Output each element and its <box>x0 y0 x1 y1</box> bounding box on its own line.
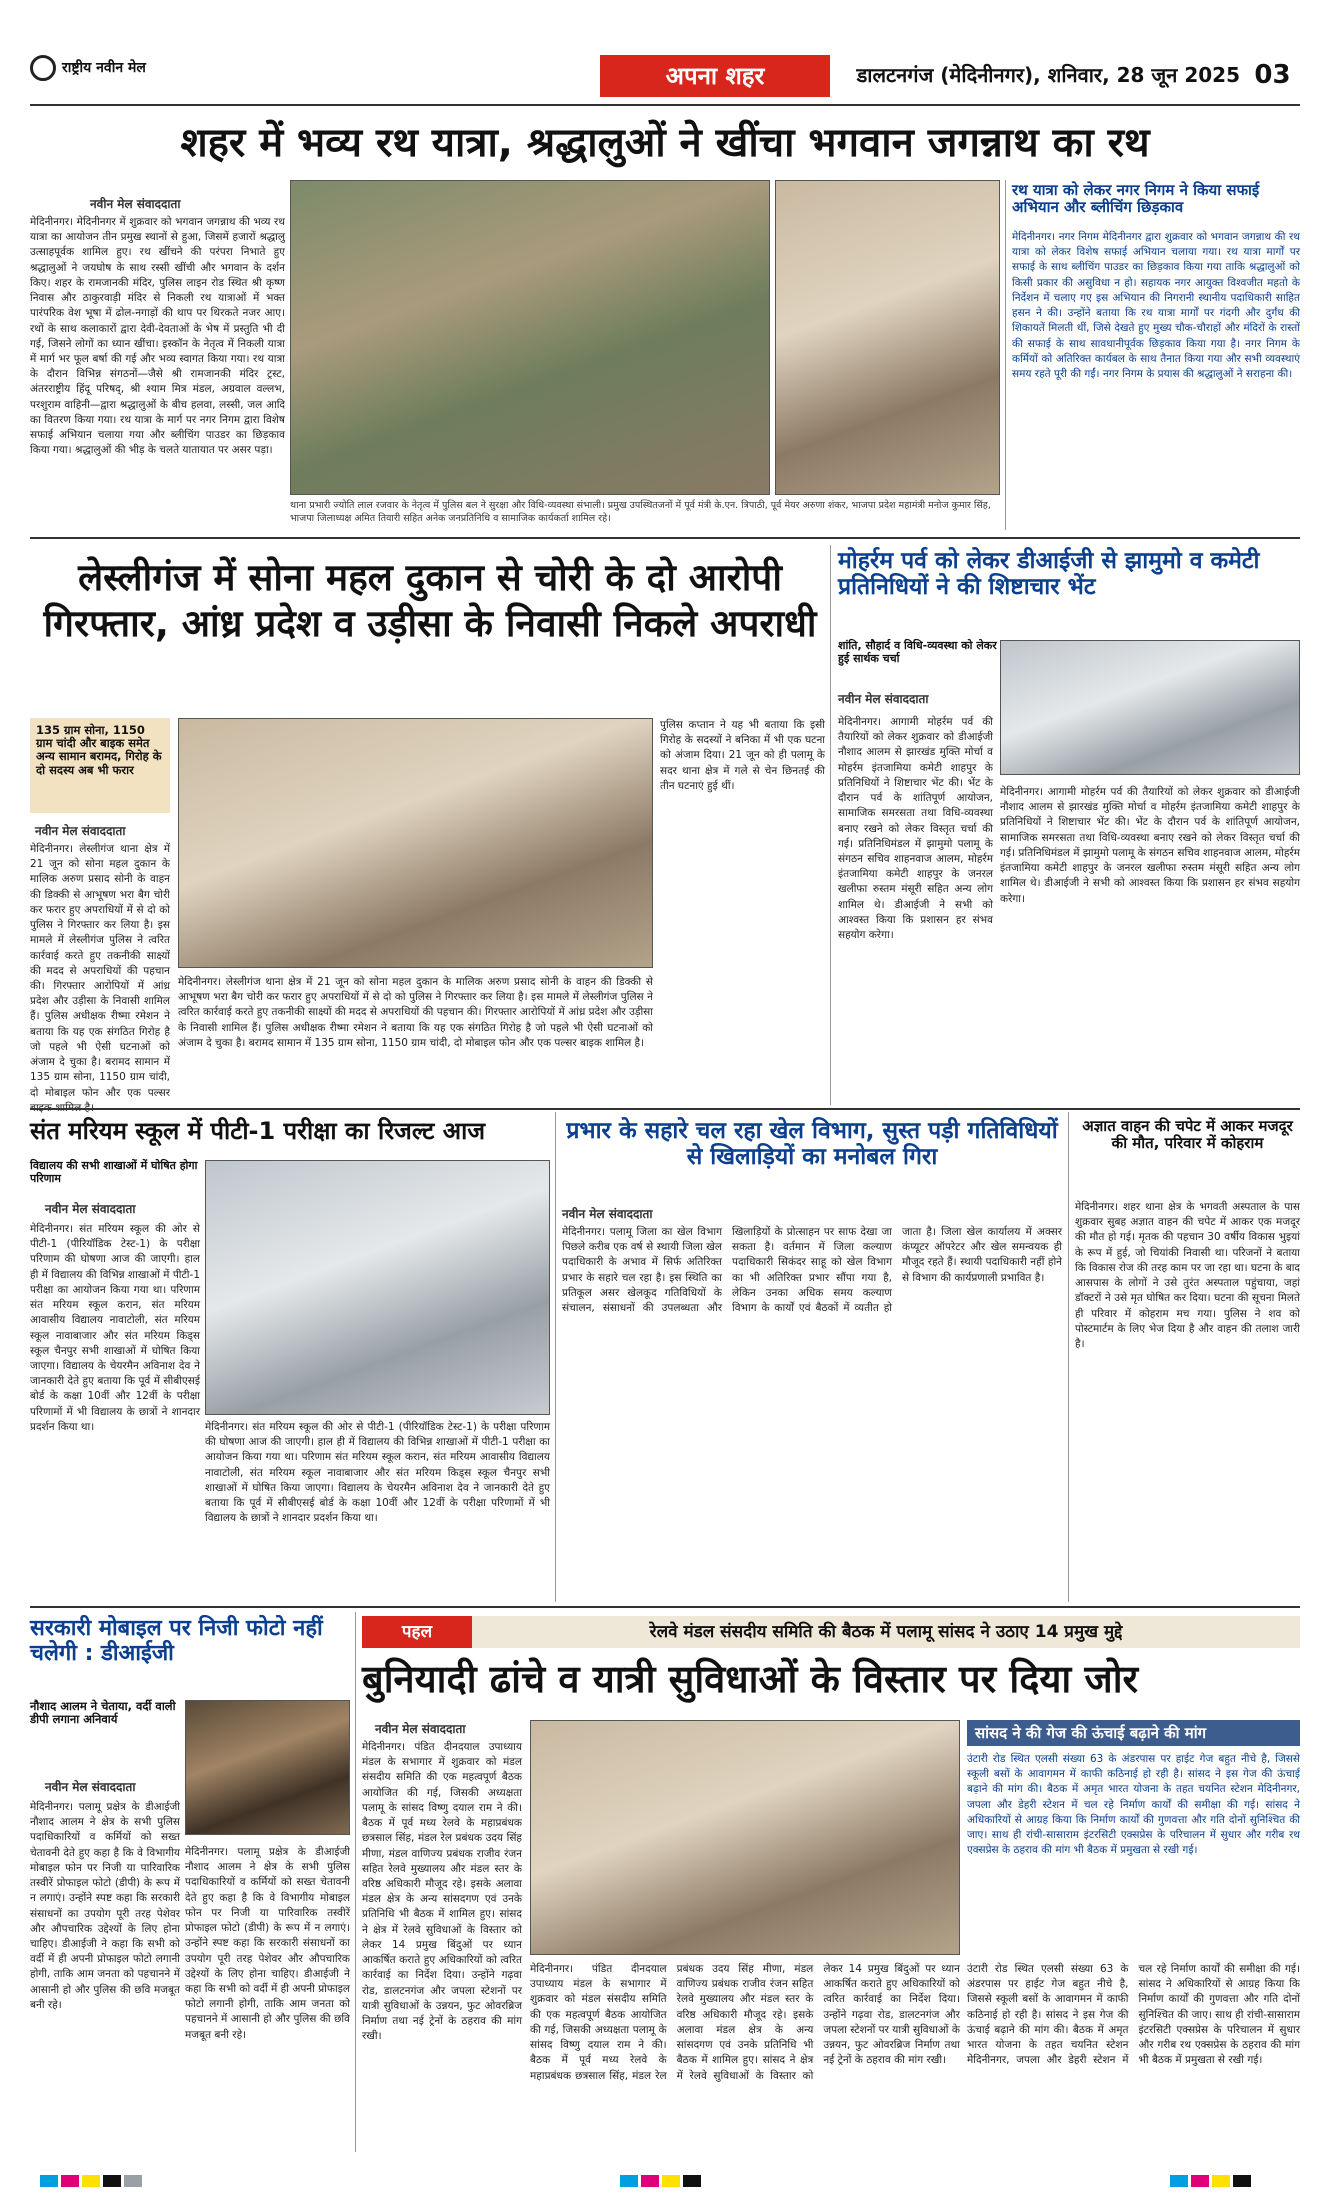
story8-side-body-cont: उंटारी रोड स्थित एलसी संख्या 63 के अंडरपास पर हाईट गेज बहुत नीचे है, जिससे स्कूली बसों के आवागमन में काफी कठिनाई हो रही है। सांसद ने इस गेज की ऊंचाई बढ़ाने की मांग की। बैठक में अमृत भारत योजना के तहत चयनित स्टेशन मेदिनीनगर, जपला और डेहरी स्टेशन में चल रहे निर्माण कार्यों की समीक्षा की गई। सांसद ने अधिकारियों से आग्रह किया कि निर्माण कार्यों की गुणवत्ता और गति दोनों सुनिश्चित की जाए। साथ ही रांची-सासाराम इंटरसिटी एक्सप्रेस के परिचालन में सुधार और गरीब रथ एक्सप्रेस के ठहराव की मांग भी बैठक में प्रमुखता से रखी गई। <box>967 1963 1300 2067</box>
black-swatch <box>103 2175 121 2187</box>
column-divider <box>1068 1112 1069 1602</box>
section-rule <box>30 1606 1300 1608</box>
newspaper-logo <box>30 55 200 97</box>
story2-kicker: 135 ग्राम सोना, 1150 ग्राम चांदी और बाइक समेत अन्य सामान बरामद, गिरोह के दो सदस्य अब भी फरार <box>36 723 162 777</box>
story4-kicker: विद्यालय की सभी शाखाओं में घोषित होगा परिणाम <box>30 1159 198 1185</box>
story3-body: मेदिनीनगर। आगामी मोहर्रम पर्व की तैयारियों को लेकर शुक्रवार को डीआईजी नौशाद आलम से झारखंड मुक्ति मोर्चा व मोहर्रम इंतजामिया कमेटी शाहपुर के प्रतिनिधियों ने शिष्टाचार भेंट की। भेंट के दौरान पर्व के शांतिपूर्ण आयोजन, सामाजिक समरसता तथा विधि-व्यवस्था बनाए रखने को लेकर विस्तृत चर्चा की गई। प्रतिनिधिमंडल में झामुमो पलामू के संगठन सचिव शाहनवाज आलम, मोहर्रम इंतजामिया कमेटी शाहपुर के जनरल खलीफा रुस्तम मंसूरी सहित अन्य लोग शामिल थे। डीआईजी ने सभी को आश्वस्त किया कि प्रशासन हर संभव सहयोग करेगा। <box>838 716 993 942</box>
story2-headline: लेस्लीगंज में सोना महल दुकान से चोरी के दो आरोपी गिरफ्तार, आंध्र प्रदेश व उड़ीसा के निवासी निकले अपराधी <box>43 556 817 646</box>
grey-swatch <box>124 2175 142 2187</box>
magenta-swatch <box>1191 2175 1209 2187</box>
story5-body: मेदिनीनगर। पलामू जिला का खेल विभाग पिछले करीब एक वर्ष से स्थायी जिला खेल पदाधिकारी के अभाव में सिर्फ अतिरिक्त प्रभार के सहारे चल रहा है। इस स्थिति का प्रतिकूल असर खेलकूद गतिविधियों के संचालन, संसाधनों की उपलब्धता और खिलाड़ियों के प्रोत्साहन पर साफ देखा जा सकता है। वर्तमान में जिला कल्याण पदाधिकारी सिकंदर साहू को खेल विभाग का भी अतिरिक्त प्रभार सौंपा गया है, लेकिन उनका अधिक समय कल्याण विभाग के कार्यों एवं बैठकों में व्यतीत हो जाता है। जिला खेल कार्यालय में अक्सर कंप्यूटर ऑपरेटर और खेल समन्वयक ही मौजूद रहते हैं। स्थायी पदाधिकारी नहीं होने से विभाग की कार्यप्रणाली प्रभावित है। <box>562 1226 1062 1315</box>
school-exam-photo <box>205 1160 550 1415</box>
story3-byline: नवीन मेल संवाददाता <box>838 692 929 706</box>
magenta-swatch <box>61 2175 79 2187</box>
masthead <box>30 55 1300 100</box>
dig-portrait-photo <box>185 1700 350 1835</box>
story8-body: मेदिनीनगर। पंडित दीनदयाल उपाध्याय मंडल के सभागार में शुक्रवार को मंडल संसदीय समिति की एक महत्वपूर्ण बैठक आयोजित की गई, जिसकी अध्यक्षता पलामू के सांसद विष्णु दयाल राम ने की। बैठक में पूर्व मध्य रेलवे के महाप्रबंधक छत्रसाल सिंह, मंडल रेल प्रबंधक उदय सिंह मीणा, मंडल वाणिज्य प्रबंधक राजीव रंजन सहित रेलवे मुख्यालय और मंडल स्तर के वरिष्ठ अधिकारी मौजूद रहे। इसके अलावा मंडल क्षेत्र के अन्य सांसदगण एवं उनके प्रतिनिधि भी बैठक में शामिल हुए। सांसद ने क्षेत्र में रेलवे सुविधाओं के विस्तार को लेकर 14 प्रमुख बिंदुओं पर ध्यान आकर्षित कराते हुए अधिकारियों को त्वरित कार्रवाई का निर्देश दिया। उन्होंने गढ़वा रोड, डालटनगंज और जपला स्टेशनों पर यात्री सुविधाओं के उन्नयन, फुट ओवरब्रिज निर्माण तथा नई ट्रेनों के ठहराव की मांग रखी। <box>362 1741 522 2043</box>
masthead-rule <box>30 104 1300 106</box>
registration-marks-right <box>1170 2172 1254 2186</box>
story1-side-headline: रथ यात्रा को लेकर नगर निगम ने किया सफाई अभियान और ब्लीचिंग छिड़काव <box>1012 181 1260 217</box>
story7-body: मेदिनीनगर। पलामू प्रक्षेत्र के डीआईजी नौशाद आलम ने क्षेत्र के सभी पुलिस पदाधिकारियों व कर्मियों को सख्त चेतावनी देते हुए कहा है कि वे विभागीय मोबाइल फोन पर निजी या पारिवारिक तस्वीरें प्रोफाइल फोटो (डीपी) के रूप में न लगाएं। उन्होंने स्पष्ट कहा कि सरकारी संसाधनों का उपयोग पूरी तरह पेशेवर और औपचारिक उद्देश्यों के लिए होना चाहिए। डीआईजी ने कहा कि सभी को वर्दी में ही अपनी प्रोफाइल फोटो लगानी होगी, ताकि आम जनता को पहचानने में आसानी हो और पुलिस की छवि मजबूत बनी रहे। <box>30 1801 180 2011</box>
story7-kicker: नौशाद आलम ने चेताया, वर्दी वाली डीपी लगाना अनिवार्य <box>30 1699 176 1727</box>
story7-byline: नवीन मेल संवाददाता <box>45 1780 136 1794</box>
police-press-conference-photo <box>178 718 653 968</box>
section-rule <box>30 1108 1300 1110</box>
story6-headline: अज्ञात वाहन की चपेट में आकर मजदूर की मौत, परिवार में कोहराम <box>1082 1117 1293 1153</box>
story1-byline: नवीन मेल संवाददाता <box>90 197 181 211</box>
column-divider <box>555 1112 556 1602</box>
section-tab: अपना शहर <box>600 55 830 97</box>
story3-headline: मोहर्रम पर्व को लेकर डीआईजी से झामुमो व कमेटी प्रतिनिधियों ने की शिष्टाचार भेंट <box>838 548 1260 601</box>
registration-marks-center <box>620 2172 704 2186</box>
story2-photo-caption: पुलिस कप्तान ने यह भी बताया कि इसी गिरोह के सदस्यों ने बनिका में भी एक घटना को अंजाम दिया। 21 जून को ही पलामू के सदर थाना क्षेत्र में गले से चेन छिनतई की तीन घटनाएं हुई थीं। <box>660 719 825 792</box>
story8-side-headline: सांसद ने की गेज की ऊंचाई बढ़ाने की मांग <box>967 1720 1300 1746</box>
story3-kicker: शांति, सौहार्द व विधि-व्यवस्था को लेकर हुई सार्थक चर्चा <box>838 639 997 665</box>
cyan-swatch <box>1170 2175 1188 2187</box>
rath-chariot-photo <box>775 180 1000 495</box>
yellow-swatch <box>82 2175 100 2187</box>
story7-headline: सरकारी मोबाइल पर निजी फोटो नहीं चलेगी : डीआईजी <box>30 1616 323 1667</box>
cyan-swatch <box>40 2175 58 2187</box>
story4-body-cont: मेदिनीनगर। संत मरियम स्कूल की ओर से पीटी-1 (पीरियॉडिक टेस्ट-1) के परीक्षा परिणाम की घोषणा आज की जाएगी। हाल ही में विद्यालय की विभिन्न शाखाओं में पीटी-1 परीक्षा का आयोजन किया गया था। परिणाम संत मरियम स्कूल करान, संत मरियम आवासीय विद्यालय नावाटोली, संत मरियम स्कूल नावाबाजार और संत मरियम किड्स स्कूल चैनपुर सभी शाखाओं में घोषित किया जाएगा। विद्यालय के चेयरमैन अविनाश देव ने जानकारी देते हुए बताया कि पूर्व में सीबीएसई बोर्ड के कक्षा 10वीं और 12वीं के परीक्षा परिणामों में भी विद्यालय के छात्रों ने शानदार प्रदर्शन किया था। <box>205 1421 550 1525</box>
yellow-swatch <box>662 2175 680 2187</box>
story8-byline: नवीन मेल संवाददाता <box>375 1722 466 1736</box>
story1-body: मेदिनीनगर। मेदिनीनगर में शुक्रवार को भगवान जगन्नाथ की भव्य रथ यात्रा का आयोजन तीन प्रमुख स्थानों से हुआ, जिसमें हजारों श्रद्धालु उत्साहपूर्वक शामिल हुए। रथ खींचने की परंपरा निभाते हुए श्रद्धालुओं ने जयघोष के साथ रस्सी खींची और भगवान के दर्शन किए। शहर के रामजानकी मंदिर, पुलिस लाइन रोड स्थित श्री कृष्ण निवास और ठाकुरवाड़ी मंदिर से निकली रथ यात्राओं में भक्त पारंपरिक वेश भूषा में ढोल-नगाड़ों की थाप पर थिरकते नजर आए। रथों के साथ कलाकारों द्वारा देवी-देवताओं के भेष में प्रस्तुति भी दी गई, जिसने लोगों का ध्यान खींचा। इस्कॉन के नेतृत्व में निकली यात्रा में मार्ग भर फूल बर्षा की गई और भव्य स्वागत किया गया। रथ यात्रा के दौरान विभिन्न संगठनों—जैसे श्री रामजानकी मंदिर ट्रस्ट, अंतरराष्ट्रीय हिंदू परिषद्, श्री श्याम मित्र मंडल, अग्रवाल वल्लभ, परशुराम वाहिनी—द्वारा श्रद्धालुओं के बीच हलवा, लस्सी, जल आदि का वितरण किया गया। रथ यात्रा के मार्ग पर नगर निगम द्वारा विशेष सफाई अभियान चलाया गया और ब्लीचिंग पाउडर का छिड़काव किया गया। श्रद्धालुओं की भीड़ के चलते यातायात पर असर पड़ा। <box>30 216 285 457</box>
globe-icon <box>30 55 56 81</box>
story1-headline: शहर में भव्य रथ यात्रा, श्रद्धालुओं ने खींचा भगवान जगन्नाथ का रथ <box>180 120 1150 166</box>
story8-body-cont: मेदिनीनगर। पंडित दीनदयाल उपाध्याय मंडल के सभागार में शुक्रवार को मंडल संसदीय समिति की एक महत्वपूर्ण बैठक आयोजित की गई, जिसकी अध्यक्षता पलामू के सांसद विष्णु दयाल राम ने की। बैठक में पूर्व मध्य रेलवे के महाप्रबंधक छत्रसाल सिंह, मंडल रेल प्रबंधक उदय सिंह मीणा, मंडल वाणिज्य प्रबंधक राजीव रंजन सहित रेलवे मुख्यालय और मंडल स्तर के वरिष्ठ अधिकारी मौजूद रहे। इसके अलावा मंडल क्षेत्र के अन्य सांसदगण एवं उनके प्रतिनिधि भी बैठक में शामिल हुए। सांसद ने क्षेत्र में रेलवे सुविधाओं के विस्तार को लेकर 14 प्रमुख बिंदुओं पर ध्यान आकर्षित कराते हुए अधिकारियों को त्वरित कार्रवाई का निर्देश दिया। उन्होंने गढ़वा रोड, डालटनगंज और जपला स्टेशनों पर यात्री सुविधाओं के उन्नयन, फुट ओवरब्रिज निर्माण तथा नई ट्रेनों के ठहराव की मांग रखी। <box>530 1963 960 2082</box>
banner-text: रेलवे मंडल संसदीय समिति की बैठक में पलामू सांसद ने उठाए 14 प्रमुख मुद्दे <box>472 1616 1300 1648</box>
paper-name: राष्ट्रीय नवीन मेल <box>62 60 146 76</box>
section-rule <box>30 537 1300 539</box>
story6-body: मेदिनीनगर। शहर थाना क्षेत्र के भगवती अस्पताल के पास शुक्रवार सुबह अज्ञात वाहन की चपेट में आकर एक मजदूर की मौत हो गई। मृतक की पहचान 30 वर्षीय विकास भुइयां के रूप में हुई, जो चियांकी निवासी था। परिजनों ने बताया कि विकास रोज की तरह काम पर जा रहा था। घटना के बाद आसपास के लोगों ने उसे तुरंत अस्पताल पहुंचाया, जहां डॉक्टरों ने उसे मृत घोषित कर दिया। घटना की सूचना मिलते ही परिवार में कोहराम मच गया। पुलिस ने शव को पोस्टमार्टम के लिए भेज दिया है और वाहन की तलाश जारी है। <box>1075 1201 1300 1350</box>
story5-byline: नवीन मेल संवाददाता <box>562 1207 653 1221</box>
magenta-swatch <box>641 2175 659 2187</box>
story8-side-body: उंटारी रोड स्थित एलसी संख्या 63 के अंडरपास पर हाईट गेज बहुत नीचे है, जिससे स्कूली बसों के आवागमन में काफी कठिनाई हो रही है। सांसद ने इस गेज की ऊंचाई बढ़ाने की मांग की। बैठक में अमृत भारत योजना के तहत चयनित स्टेशन मेदिनीनगर, जपला और डेहरी स्टेशन में चल रहे निर्माण कार्यों की समीक्षा की गई। सांसद ने अधिकारियों से आग्रह किया कि निर्माण कार्यों की गुणवत्ता और गति दोनों सुनिश्चित की जाए। साथ ही रांची-सासाराम इंटरसिटी एक्सप्रेस के परिचालन में सुधार और गरीब रथ एक्सप्रेस के ठहराव की मांग भी बैठक में प्रमुखता से रखी गई। <box>967 1753 1300 1857</box>
banner-tag: पहल <box>362 1616 472 1648</box>
dateline: डालटनगंज (मेदिनीनगर), शनिवार, 28 जून 2025 <box>856 63 1240 87</box>
story1-photo-caption: थाना प्रभारी ज्योति लाल रजवार के नेतृत्व में पुलिस बल ने सुरक्षा और विधि-व्यवस्था संभाली। प्रमुख उपस्थितजनों में पूर्व मंत्री के.एन. त्रिपाठी, पूर्व मेयर अरुणा शंकर, भाजपा प्रदेश महामंत्री मनोज कुमार सिंह, भाजपा जिलाध्यक्ष अमित तिवारी सहित अनेक जनप्रतिनिधि व सामाजिक कार्यकर्ता शामिल रहे। <box>290 500 991 524</box>
black-swatch <box>683 2175 701 2187</box>
story1-side-body: मेदिनीनगर। नगर निगम मेदिनीनगर द्वारा शुक्रवार को भगवान जगन्नाथ की रथ यात्रा को लेकर विशेष सफाई अभियान चलाया गया। रथ यात्रा मार्गों पर सफाई के साथ ब्लीचिंग पाउडर का छिड़काव किया गया ताकि श्रद्धालुओं को किसी प्रकार की असुविधा न हो। सहायक नगर आयुक्त विश्वजीत महतो के निर्देशन में चलाए गए इस अभियान की निगरानी स्थानीय पदाधिकारी साहित हसन ने की। उन्होंने बताया कि रथ यात्रा मार्गों पर गंदगी और दुर्गंध की शिकायतें मिलती थीं, जिसे देखते हुए मुख्य चौक-चौराहों और मंदिरों के रास्तों की सफाई के साथ सावधानीपूर्वक छिड़काव किया गया है। नगर निगम के कर्मियों को अतिरिक्त कार्यबल के साथ तैनात किया गया और सभी व्यवस्थाएं समय रहते पूरी की गईं। नगर निगम के प्रयास की श्रद्धालुओं ने सराहना की। <box>1012 231 1300 380</box>
story4-body: मेदिनीनगर। संत मरियम स्कूल की ओर से पीटी-1 (पीरियॉडिक टेस्ट-1) के परीक्षा परिणाम की घोषणा आज की जाएगी। हाल ही में विद्यालय की विभिन्न शाखाओं में पीटी-1 परीक्षा का आयोजन किया गया था। परिणाम संत मरियम स्कूल करान, संत मरियम आवासीय विद्यालय नावाटोली, संत मरियम स्कूल नावाबाजार और संत मरियम किड्स स्कूल चैनपुर सभी शाखाओं में घोषित किया जाएगा। विद्यालय के चेयरमैन अविनाश देव ने जानकारी देते हुए बताया कि पूर्व में सीबीएसई बोर्ड के कक्षा 10वीं और 12वीं के परीक्षा परिणामों में भी विद्यालय के छात्रों ने शानदार प्रदर्शन किया था। <box>30 1223 200 1433</box>
story7-body-cont: मेदिनीनगर। पलामू प्रक्षेत्र के डीआईजी नौशाद आलम ने क्षेत्र के सभी पुलिस पदाधिकारियों व कर्मियों को सख्त चेतावनी देते हुए कहा है कि वे विभागीय मोबाइल फोन पर निजी या पारिवारिक तस्वीरें प्रोफाइल फोटो (डीपी) के रूप में न लगाएं। उन्होंने स्पष्ट कहा कि सरकारी संसाधनों का उपयोग पूरी तरह पेशेवर और औपचारिक उद्देश्यों के लिए होना चाहिए। डीआईजी ने कहा कि सभी को वर्दी में ही अपनी प्रोफाइल फोटो लगानी होगी, ताकि आम जनता को पहचानने में आसानी हो और पुलिस की छवि मजबूत बनी रहे। <box>185 1846 350 2041</box>
column-divider <box>355 1612 356 2152</box>
cyan-swatch <box>620 2175 638 2187</box>
page-number: 03 <box>1254 60 1291 90</box>
column-divider <box>830 545 831 1105</box>
column-divider <box>1005 180 1006 530</box>
story5-headline: प्रभार के सहारे चल रहा खेल विभाग, सुस्त पड़ी गतिविधियों से खिलाड़ियों का मनोबल गिरा <box>566 1118 1058 1171</box>
story2-body-cont: मेदिनीनगर। लेस्लीगंज थाना क्षेत्र में 21 जून को सोना महल दुकान के मालिक अरुण प्रसाद सोनी के वाहन की डिक्की से आभूषण भरा बैग चोरी कर फरार हुए अपराधियों में से दो को पुलिस ने गिरफ्तार कर लिया है। इस मामले में लेस्लीगंज पुलिस ने त्वरित कार्रवाई करते हुए तकनीकी साक्ष्यों की मदद से अपराधियों की पहचान की। गिरफ्तार आरोपियों में आंध्र प्रदेश और उड़ीसा के निवासी शामिल हैं। पुलिस अधीक्षक रीष्मा रमेशन ने बताया कि यह एक संगठित गिरोह है जो पहले भी ऐसी घटनाओं को अंजाम दे चुका है। बरामद सामान में 135 ग्राम सोना, 1150 ग्राम चांदी, दो मोबाइल फोन और एक पल्सर बाइक शामिल है। <box>178 976 653 1049</box>
story4-byline: नवीन मेल संवाददाता <box>45 1202 136 1216</box>
story8-headline: बुनियादी ढांचे व यात्री सुविधाओं के विस्तार पर दिया जोर <box>362 1657 1139 1701</box>
story2-kicker-box <box>30 718 170 813</box>
story2-body: मेदिनीनगर। लेस्लीगंज थाना क्षेत्र में 21 जून को सोना महल दुकान के मालिक अरुण प्रसाद सोनी के वाहन की डिक्की से आभूषण भरा बैग चोरी कर फरार हुए अपराधियों में से दो को पुलिस ने गिरफ्तार कर लिया है। इस मामले में लेस्लीगंज पुलिस ने त्वरित कार्रवाई करते हुए तकनीकी साक्ष्यों की मदद से अपराधियों की पहचान की। गिरफ्तार आरोपियों में आंध्र प्रदेश और उड़ीसा के निवासी शामिल हैं। पुलिस अधीक्षक रीष्मा रमेशन ने बताया कि यह एक संगठित गिरोह है जो पहले भी ऐसी घटनाओं को अंजाम दे चुका है। बरामद सामान में 135 ग्राम सोना, 1150 ग्राम चांदी, दो मोबाइल फोन और एक पल्सर <box>30 843 170 1099</box>
dig-meeting-photo <box>1000 640 1300 775</box>
railway-meeting-photo <box>530 1720 960 1955</box>
rath-yatra-crowd-photo <box>290 180 770 495</box>
story2-byline: नवीन मेल संवाददाता <box>35 824 126 838</box>
registration-marks-left <box>40 2172 145 2186</box>
black-swatch <box>1233 2175 1251 2187</box>
story4-headline: संत मरियम स्कूल में पीटी-1 परीक्षा का रिजल्ट आज <box>30 1117 486 1145</box>
yellow-swatch <box>1212 2175 1230 2187</box>
story3-body-cont: मेदिनीनगर। आगामी मोहर्रम पर्व की तैयारियों को लेकर शुक्रवार को डीआईजी नौशाद आलम से झारखंड मुक्ति मोर्चा व मोहर्रम इंतजामिया कमेटी शाहपुर के प्रतिनिधियों ने शिष्टाचार भेंट की। भेंट के दौरान पर्व के शांतिपूर्ण आयोजन, सामाजिक समरसता तथा विधि-व्यवस्था बनाए रखने को लेकर विस्तृत चर्चा की गई। प्रतिनिधिमंडल में झामुमो पलामू के संगठन सचिव शाहनवाज आलम, मोहर्रम इंतजामिया कमेटी शाहपुर के जनरल खलीफा रुस्तम मंसूरी सहित अन्य लोग शामिल थे। डीआईजी ने सभी को आश्वस्त किया कि प्रशासन हर संभव सहयोग करेगा। <box>1000 786 1300 905</box>
